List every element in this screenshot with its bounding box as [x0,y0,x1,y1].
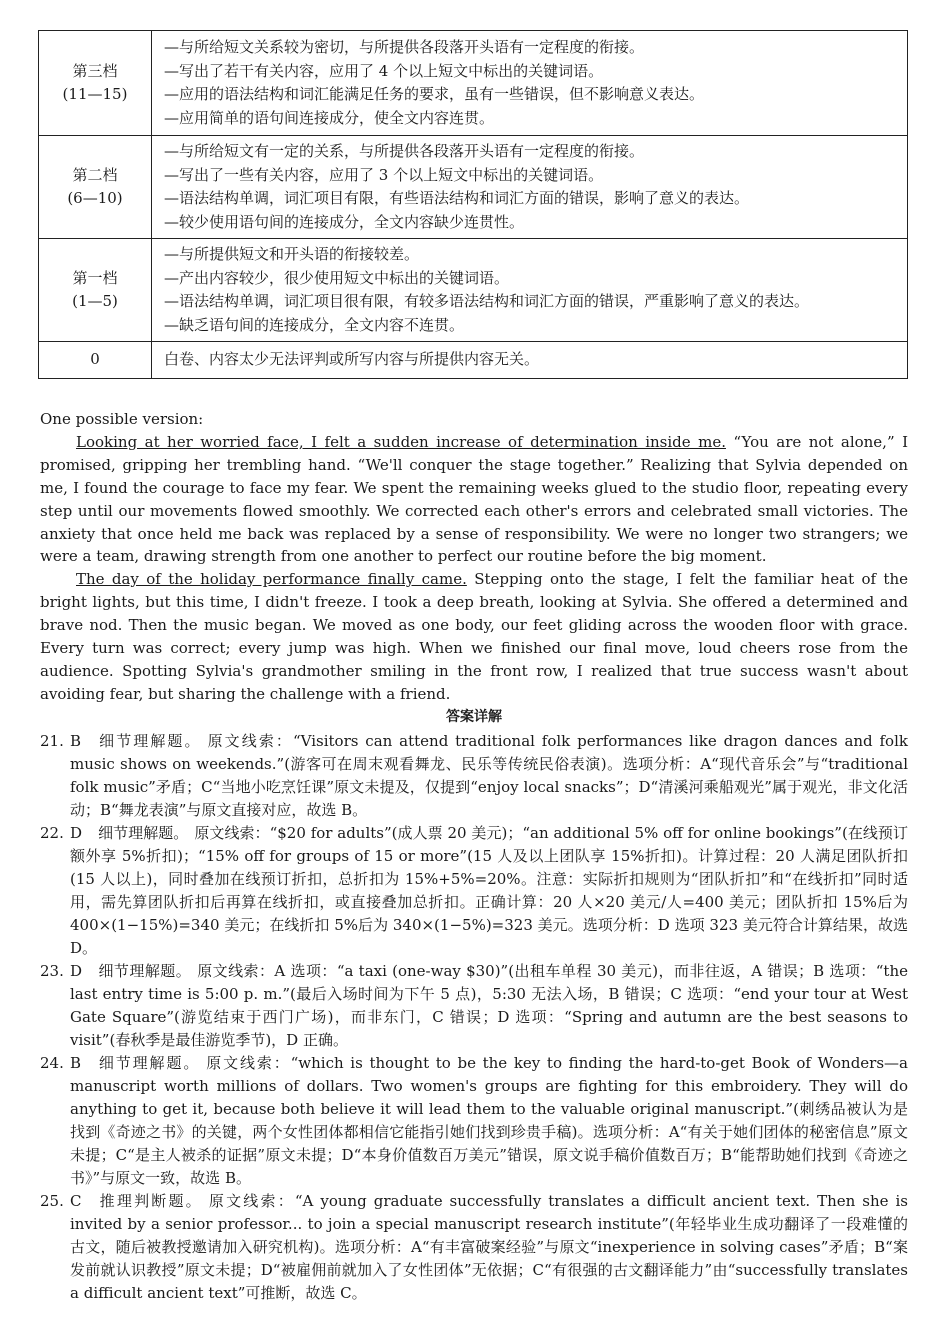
question-type: 细节理解题。 [97,732,202,750]
paragraph-opening: The day of the holiday performance finally came. [76,570,467,589]
criterion-line: —应用的语法结构和词汇能满足任务的要求，虽有一些错误，但不影响意义表达。 [164,85,705,103]
answer-letter: B [70,1054,82,1072]
band-range: (1—5) [72,292,118,310]
explanation-text: 原文线索：“which is thought to be the key to finding the hard-to-get Book of Wonders—a manuscript worth millions of dollars. Two women's groups are fighting for this embroidery. They will do anything to get it, because both believe it will lead them to the valuable original manuscript.”(刺绣品被认为是找到《奇迹之书》的关键，两个女性团体都相信它能指引她们找到珍贵手稿)。选项分析：A“有关于她们团体的秘密信息”原文未提；C“是主人被杀的证据”原文未提；D“本身价值数百万美元”错误，原文说手稿价值数百万；B“能帮助她们找到《奇迹之书》”与原文一致，故选 B。 [70,1054,908,1187]
criterion-line: —与所给短文关系较为密切，与所提供各段落开头语有一定程度的衔接。 [164,38,645,56]
answer-item [40,822,908,960]
band-cell [39,31,152,136]
paragraph-body: “You are not alone,” I promised, gripping her trembling hand. “We'll conquer the stage together.” Realizing that Sylvia depended on me, I found the courage to face my fear. We spent the remaining weeks glued to the studio floor, repeating every step until our movements flowed smoothly. We corrected each other's errors and celebrated small victories. The anxiety that once held me back was replaced by a sense of responsibility. We were no longer two strangers; we were a team, drawing strength from one another to perfect our routine before the big moment. [40,432,908,566]
criterion-line: —缺乏语句间的连接成分，全文内容不连贯。 [164,315,465,334]
rubric-row [39,342,908,379]
rubric-row [39,31,908,136]
answer-letter: D [70,824,83,842]
band-cell [39,342,152,379]
answer-explanations [40,706,908,1305]
band-cell [39,239,152,342]
answer-letter: D [70,962,83,980]
criterion-line: —语法结构单调，词汇项目有限，有些语法结构和词汇方面的错误，影响了意义的表达。 [164,189,750,207]
band-range: (6—10) [67,189,123,207]
question-type: 细节理解题。 [98,824,189,842]
answer-item [40,1052,908,1190]
essay-paragraph [40,568,908,705]
band-description [152,136,908,239]
explanation-text: 原文线索：“$20 for adults”(成人票 20 美元)；“an additional 5% off for online bookings”(在线预订额外享 5%折扣)；“15% off for groups of 15 or more”(15 人及以上团队享 15%折扣)。计算过程：20 人满足团队折扣(15 人以上)，同时叠加在线预订折扣，总折扣为 15%+5%=20%。注意：实际折扣规则为“团队折扣”和“在线折扣”同时适用，需先算团队折扣后再算在线折扣，或直接叠加总折扣。正确计算：20 人×20 美元/人=400 美元；团队折扣 15%后为 400×(1−15%)=340 美元；在线折扣 5%后为 340×(1−5%)=323 美元。选项分析：D 选项 323 美元符合计算结果，故选 D。 [70,824,908,957]
criterion-line: —写出了一些有关内容，应用了 3 个以上短文中标出的关键词语。 [164,165,604,184]
sample-essay [40,408,908,706]
scoring-rubric-table [38,30,908,379]
band-description [152,239,908,342]
question-number: 22. [40,824,64,842]
question-number: 23. [40,962,64,980]
criterion-line: —语法结构单调，词汇项目很有限，有较多语法结构和词汇方面的错误，严重影响了意义的表达。 [164,292,810,310]
band-name: 第一档 [72,268,118,287]
answer-item [40,1190,908,1305]
explanation-text: 原文线索：“Visitors can attend traditional folk performances like dragon dances and folk music shows on weekends.”(游客可在周末观看舞龙、民乐等传统民俗表演)。选项分析：A“现代音乐会”与“traditional folk music”矛盾；C“当地小吃烹饪课”原文未提及，仅提到“enjoy local snacks”；D“清溪河乘船观光”属于观光，非文化活动；B“舞龙表演”与原文直接对应，故选 B。 [70,732,908,819]
explanation-text: 原文线索：A 选项：“a taxi (one-way $30)”(出租车单程 30 美元)，而非往返，A 错误；B 选项：“the last entry time is 5:00 p. m.”(最后入场时间为下午 5 点)，5:30 无法入场，B 错误；C 选项：“end your tour at West Gate Square”(游览结束于西门广场)，而非东门，C 错误；D 选项：“Spring and autumn are the best seasons to visit”(春秋季是最佳游览季节)，D 正确。 [70,962,908,1049]
answer-letter: C [70,1192,82,1210]
criterion-line: —应用简单的语句间连接成分，使全文内容连贯。 [164,108,495,127]
answer-item [40,730,908,822]
paragraph-body: Stepping onto the stage, I felt the familiar heat of the bright lights, but this time, I didn't freeze. I took a deep breath, looking at Sylvia. She offered a determined and brave nod. Then the music began. We moved as one body, our feet gliding across the wooden floor with grace. Every turn was correct; every jump was high. When we finished our final move, loud cheers rose from the audience. Spotting Sylvia's grandmother smiling in the front row, I realized that true success wasn't about avoiding fear, but sharing the challenge with a friend. [40,570,908,703]
criterion-line: —写出了若干有关内容，应用了 4 个以上短文中标出的关键词语。 [164,61,604,80]
question-number: 24. [40,1054,64,1072]
essay-paragraph [40,431,908,568]
explanation-text: 原文线索：“A young graduate successfully translates a difficult ancient text. Then she is invited by a senior professor... to join a special manuscript research institute”(年轻毕业生成功翻译了一段难懂的古文，随后被教授邀请加入研究机构)。选项分析：A“有丰富破案经验”与原文“inexperience in solving cases”矛盾；B“案发前就认识教授”原文未提；D“被雇佣前就加入了女性团体”无依据；C“有很强的古文翻译能力”由“successfully translates a difficult ancient text”可推断，故选 C。 [70,1192,908,1302]
answer-item [40,960,908,1052]
band-name: 第二档 [72,165,118,184]
question-number: 21. [40,732,64,750]
answer-letter: B [70,732,82,750]
question-type: 细节理解题。 [97,1054,201,1072]
criterion-line: —产出内容较少，很少使用短文中标出的关键词语。 [164,268,510,287]
rubric-row [39,136,908,239]
criterion-line: —与所提供短文和开头语的衔接较差。 [164,245,420,263]
criterion-line: —与所给短文有一定的关系，与所提供各段落开头语有一定程度的衔接。 [164,142,645,160]
criterion-line: —较少使用语句间的连接成分，全文内容缺少连贯性。 [164,212,525,231]
band-range: (11—15) [62,85,128,103]
band-name: 0 [90,350,100,368]
essay-label: One possible version: [40,410,204,428]
band-description [152,31,908,136]
rubric-row [39,239,908,342]
question-type: 推理判断题。 [97,1192,203,1210]
paragraph-opening: Looking at her worried face, I felt a sudden increase of determination inside me. [76,432,726,451]
band-description [152,342,908,379]
section-heading: 答案详解 [446,709,502,725]
question-number: 25. [40,1192,64,1210]
criterion-line: 白卷、内容太少无法评判或所写内容与所提供内容无关。 [164,350,540,368]
band-name: 第三档 [72,61,118,80]
band-cell [39,136,152,239]
question-type: 细节理解题。 [98,962,192,980]
